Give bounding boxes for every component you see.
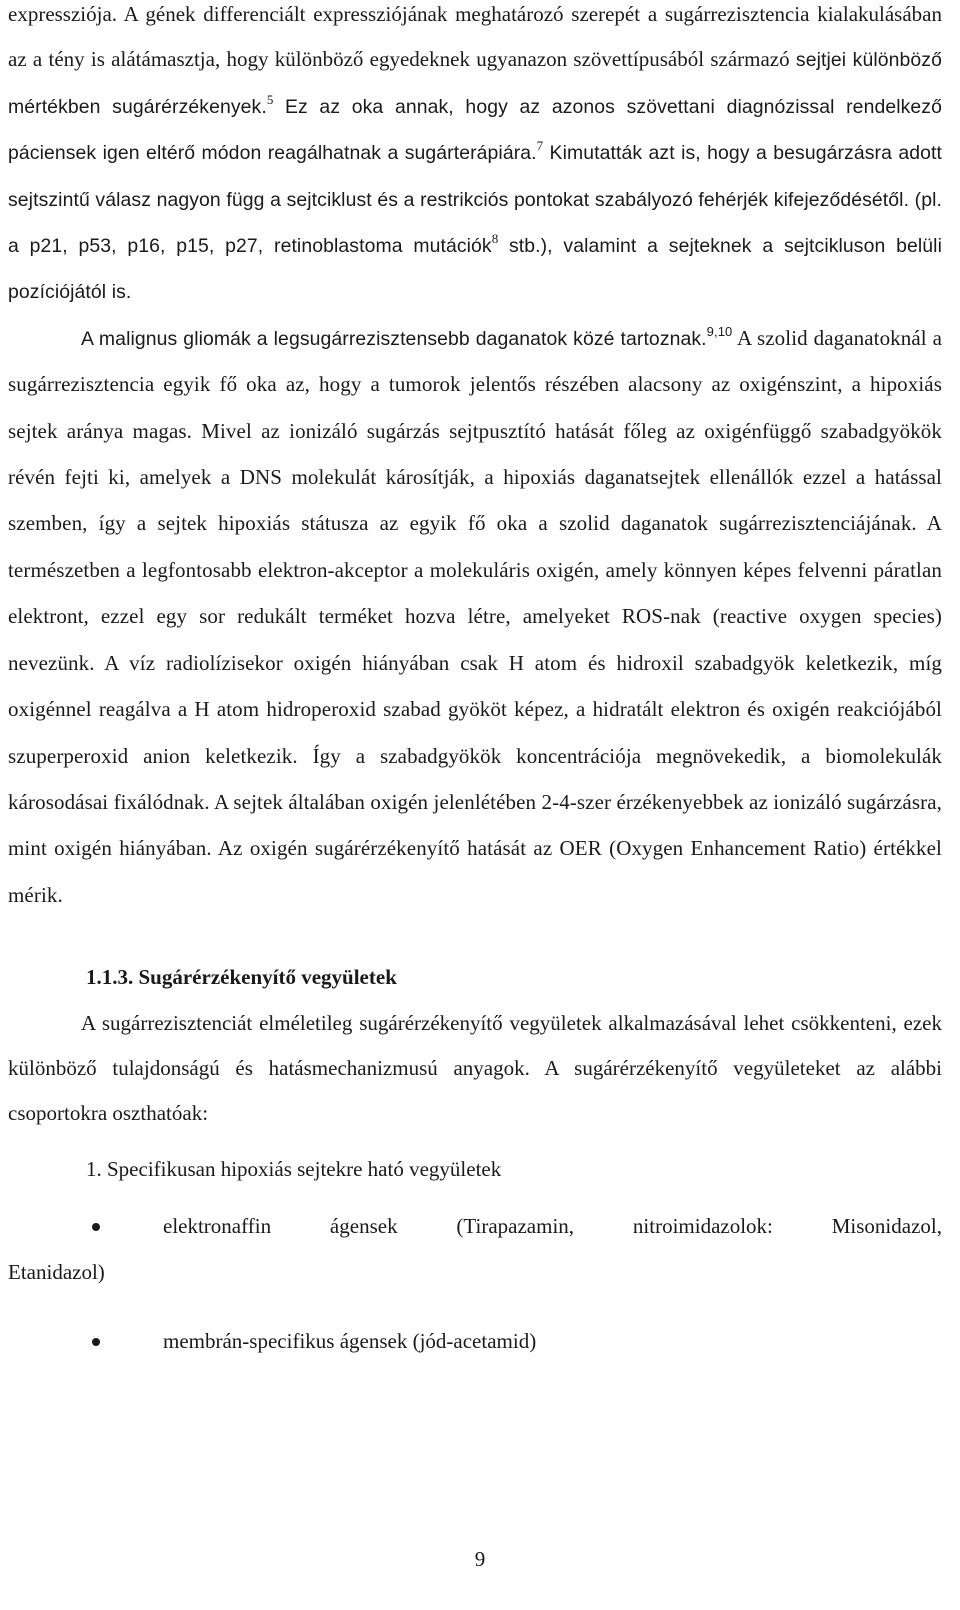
- reference-5: 5: [266, 91, 274, 107]
- paragraph-1: [8, 0, 942, 316]
- paragraph-2-part-2: A szolid daganatoknál a sugárrezisztencia egyik fő oka az, hogy a tumorok jelentős részében alacsony az oxigénszint, a hipoxiás sejtek aránya magas. Mivel az ionizáló sugárzás sejtpusztító hatását főleg az oxigénfüggő szabadgyökök révén fejti ki, amelyek a DNS molekulát károsítják, a hipoxiás daganatsejtek ellenállók ezzel a hatással szemben, így a sejtek hipoxiás státusza az egyik fő oka a szolid daganatok sugárrezisztenciájának. A természetben a legfontosabb elektron-akceptor a molekuláris oxigén, amely könnyen képes felvenni páratlan elektront, ezzel egy sor redukált terméket hozva létre, amelyeket ROS-nak (reactive oxygen species) nevezünk. A víz radiolízisekor oxigén hiányában csak H atom és hidroxil szabadgyök keletkezik, míg oxigénnel reagálva a H atom hidroperoxid szabad gyököt képez, a hidratált elektron és oxigén reakciójából szuperperoxid anion keletkezik. Így a szabadgyökök koncentrációja megnövekedik, a biomolekulák károsodásai fixálódnak. A sejtek általában oxigén jelenlétében 2-4-szer érzékenyebbek az ionizáló sugárzásra, mint oxigén hiányában. Az oxigén sugárérzékenyítő hatását az OER (Oxygen Enhancement Ratio) értékkel mérik.: [8, 325, 942, 907]
- paragraph-1-part-5: stb.), valamint a sejteknek a sejtcikluson belüli pozíciójától is.: [8, 235, 942, 304]
- reference-7: 7: [536, 138, 544, 154]
- section-intro: A sugárrezisztenciát elméletileg sugárérzékenyítő vegyületek alkalmazásával lehet csökkenteni, ezek különböző tulajdonságú és hatásmechanizmusú anyagok. A sugárérzékenyítő vegyületeket az alábbi csoportokra oszthatóak:: [8, 1010, 942, 1126]
- bullet-continuation: Etanidazol): [8, 1259, 105, 1284]
- paragraph-1-part-1: expressziója. A gének differenciált expressziójának meghatározó szerepét a sugárrezisztencia kialakulásában az a tény is alátámasztja, hogy különböző egyedeknek ugyanazon szövettípusából származó: [8, 2, 942, 72]
- paragraph-1-part-4: Kimutatták azt is, hogy a besugárzásra adott sejtszintű válasz nagyon függ a sejtciklust és a restrikciós pontokat szabályozó fehérjék kifejeződésétől. (pl. a p21, p53, p16, p15, p27, retinoblastoma mutációk: [8, 142, 942, 258]
- reference-9-10: 9,10: [706, 323, 733, 339]
- list-item: 1. Specifikusan hipoxiás sejtekre ható vegyületek: [86, 1156, 502, 1181]
- bullet-icon: [92, 1338, 100, 1346]
- page-number: 9: [474, 1547, 486, 1571]
- list-item: [8, 1319, 942, 1364]
- paragraph-2-part-1: A malignus gliomák a legsugárrezisztensebb daganatok közé tartoznak.: [81, 327, 707, 350]
- paragraph-1-part-3: Ez az oka annak, hogy az azonos szövettani diagnózissal rendelkező páciensek igen eltérő módon reagálhatnak a sugárterápiára.: [8, 95, 942, 165]
- list-item: [8, 1204, 942, 1295]
- bullet-text: membrán-specifikus ágensek (jód-acetamid): [163, 1328, 537, 1353]
- bullet-text: elektronaffin ágensek (Tirapazamin, nitroimidazolok: Misonidazol,: [163, 1214, 942, 1239]
- reference-8: 8: [491, 231, 499, 247]
- section-heading: 1.1.3. Sugárérzékenyítő vegyületek: [86, 965, 397, 990]
- paragraph-1-part-2: sejtjei különböző mértékben sugárérzékenyek.: [8, 49, 942, 118]
- paragraph-2: [8, 316, 942, 919]
